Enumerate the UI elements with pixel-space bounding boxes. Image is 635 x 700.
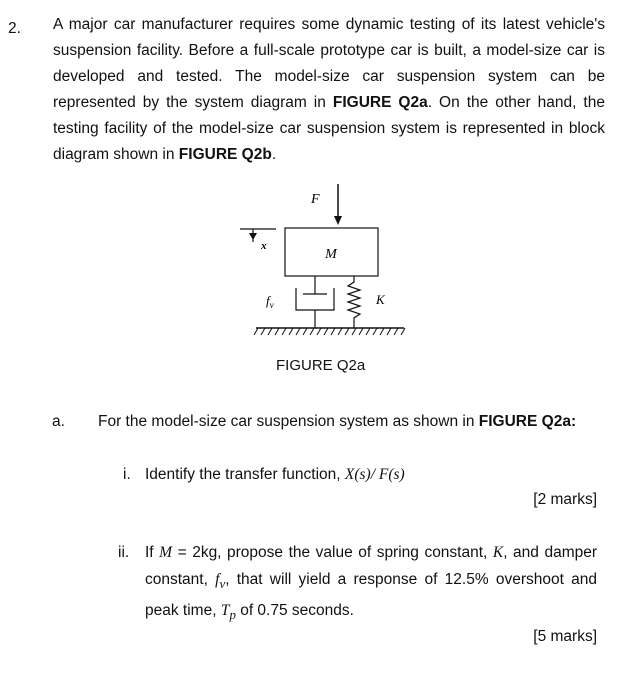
intro-line-3: developed and tested. The model-size car suspension system can be <box>53 68 605 85</box>
sub-ii-text <box>145 539 597 628</box>
sub-ii-marks: [5 marks] <box>533 628 597 645</box>
intro-line-4: represented by the system diagram in FIGURE Q2a. On the other hand, the <box>53 94 605 111</box>
force-arrowhead <box>334 216 342 225</box>
transfer-function-expr: X(s)/ F(s) <box>344 466 405 483</box>
displacement-arrowhead <box>249 233 257 240</box>
part-a-figure-ref: FIGURE Q2a <box>478 413 571 430</box>
figure-q2a-diagram <box>228 178 418 343</box>
sub-i-marks: [2 marks] <box>533 491 597 508</box>
damper-label: $f_v$ <box>266 293 274 310</box>
mass-label: M <box>325 247 337 262</box>
sub-ii-number: ii. <box>118 544 130 561</box>
sub-ii-line-2: constant, $f_v$, that will yield a response of 12.5% overshoot and <box>145 571 597 592</box>
question-intro <box>53 12 605 168</box>
figure-ref-q2b: FIGURE Q2b <box>178 146 272 163</box>
question-number: 2. <box>8 20 21 37</box>
ground-hatch <box>254 328 405 335</box>
figure-caption: FIGURE Q2a <box>276 357 366 374</box>
sub-i-number: i. <box>123 466 131 483</box>
figure-ref-q2a: FIGURE Q2a <box>332 94 428 111</box>
part-a-text: For the model-size car suspension system as shown in FIGURE Q2a: <box>98 413 577 430</box>
intro-line-1: A major car manufacturer requires some dynamic testing of its latest vehicle's <box>53 16 605 33</box>
sub-ii-line-1: If M = 2kg, propose the value of spring constant, K, and damper <box>145 544 598 561</box>
spring-label: K <box>376 292 385 307</box>
displacement-label: x <box>261 240 267 252</box>
intro-line-2: suspension facility. Before a full-scale prototype car is built, a model-size car is <box>53 42 605 59</box>
intro-line-6: diagram shown in FIGURE Q2b. <box>53 146 277 163</box>
force-label: F <box>311 192 320 207</box>
sub-i-text: Identify the transfer function, X(s)/ F(s) <box>145 466 405 483</box>
part-a-label: a. <box>52 413 65 430</box>
sub-ii-line-3: peak time, $T_p$ of 0.75 seconds. <box>145 602 354 623</box>
spring <box>348 276 360 328</box>
intro-line-5: testing facility of the model-size car suspension system is represented in block <box>53 120 605 137</box>
